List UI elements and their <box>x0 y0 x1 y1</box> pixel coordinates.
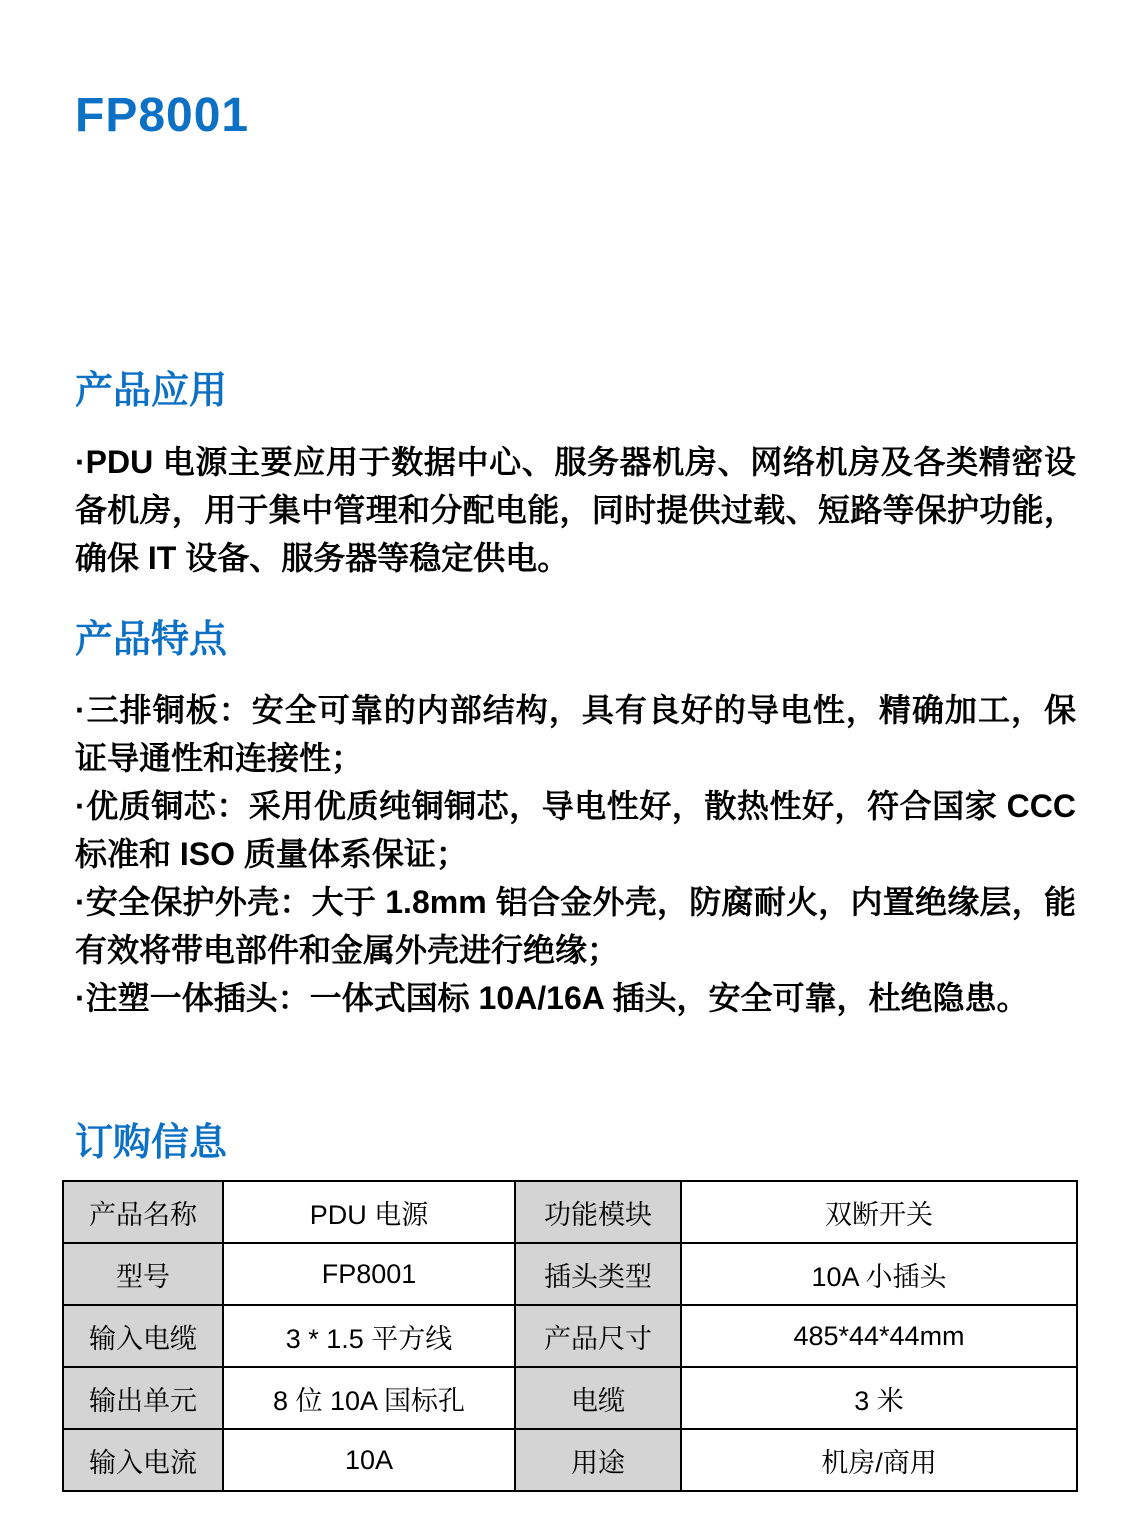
spec-value-cell: 10A <box>223 1429 515 1491</box>
feature-item: ·三排铜板：安全可靠的内部结构，具有良好的导电性，精确加工，保证导通性和连接性； <box>75 692 1076 776</box>
feature-item: ·优质铜芯：采用优质纯铜铜芯，导电性好，散热性好，符合国家 CCC 标准和 ISO 质量体系保证； <box>75 788 1076 872</box>
section-product-features <box>75 617 1076 1022</box>
section-ordering-info <box>75 1120 1076 1492</box>
spec-label-cell: 输入电缆 <box>63 1305 223 1367</box>
spec-label-cell: 输出单元 <box>63 1367 223 1429</box>
section-product-application <box>75 368 1076 582</box>
feature-list <box>75 686 1076 1022</box>
spec-value-cell: 10A 小插头 <box>681 1243 1077 1305</box>
page-title: FP8001 <box>75 89 250 142</box>
ordering-table <box>62 1180 1078 1492</box>
spec-label-cell: 用途 <box>515 1429 681 1491</box>
spec-value-cell: 机房/商用 <box>681 1429 1077 1491</box>
feature-item: ·安全保护外壳：大于 1.8mm 铝合金外壳，防腐耐火，内置绝缘层，能有效将带电部件和金属外壳进行绝缘； <box>75 884 1076 968</box>
features-section-heading: 产品特点 <box>75 619 228 661</box>
spec-value-cell: FP8001 <box>223 1243 515 1305</box>
spec-value-cell: 3 米 <box>681 1367 1077 1429</box>
table-row <box>63 1243 1077 1305</box>
table-row <box>63 1305 1077 1367</box>
spec-label-cell: 输入电流 <box>63 1429 223 1491</box>
spec-value-cell: 双断开关 <box>681 1181 1077 1243</box>
spec-label-cell: 插头类型 <box>515 1243 681 1305</box>
table-row <box>63 1367 1077 1429</box>
feature-item: ·注塑一体插头：一体式国标 10A/16A 插头，安全可靠，杜绝隐患。 <box>75 980 1029 1016</box>
spec-value-cell: 485*44*44mm <box>681 1305 1077 1367</box>
table-row <box>63 1429 1077 1491</box>
application-paragraph: ·PDU 电源主要应用于数据中心、服务器机房、网络机房及各类精密设备机房，用于集中管理和分配电能，同时提供过载、短路等保护功能，确保 IT 设备、服务器等稳定供电。 <box>75 444 1076 576</box>
spec-value-cell: PDU 电源 <box>223 1181 515 1243</box>
application-section-heading: 产品应用 <box>75 370 228 412</box>
table-row <box>63 1181 1077 1243</box>
spec-label-cell: 产品名称 <box>63 1181 223 1243</box>
spec-label-cell: 产品尺寸 <box>515 1305 681 1367</box>
spec-label-cell: 电缆 <box>515 1367 681 1429</box>
spec-value-cell: 3 * 1.5 平方线 <box>223 1305 515 1367</box>
spec-value-cell: 8 位 10A 国标孔 <box>223 1367 515 1429</box>
spec-label-cell: 功能模块 <box>515 1181 681 1243</box>
spec-label-cell: 型号 <box>63 1243 223 1305</box>
ordering-section-heading: 订购信息 <box>75 1122 228 1164</box>
